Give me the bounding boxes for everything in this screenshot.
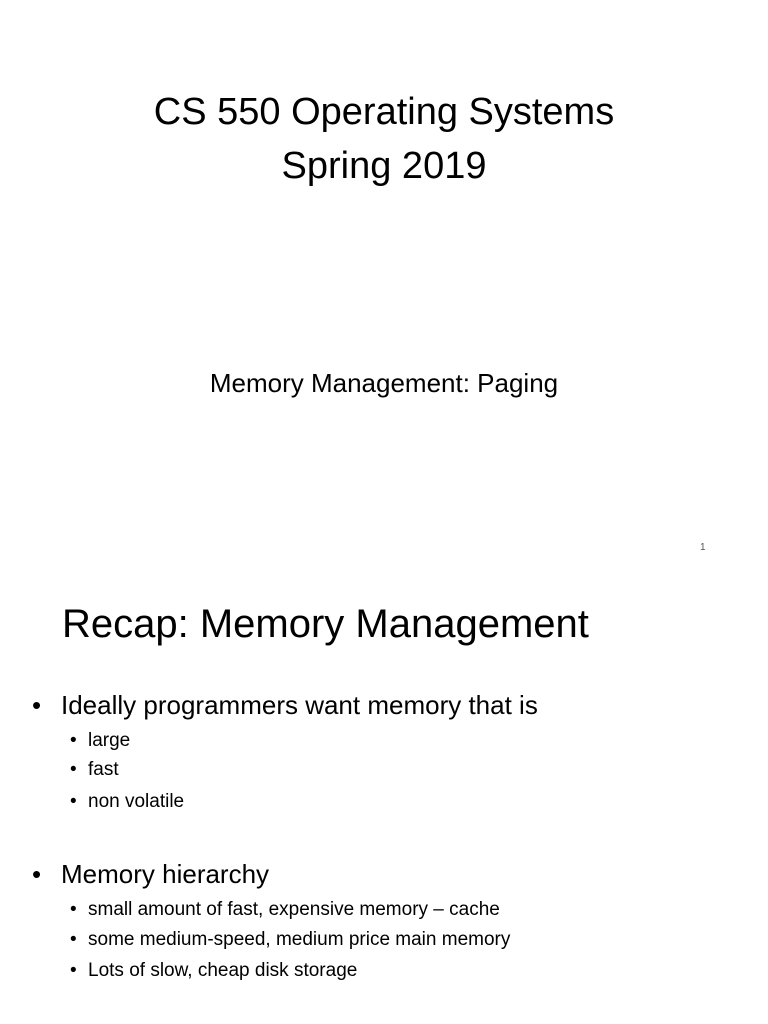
sub-bullet-item <box>70 958 357 984</box>
sub-bullet-item <box>70 897 500 923</box>
slide-subtitle: Memory Management: Paging <box>209 368 559 398</box>
sub-bullet-text: large <box>88 730 131 751</box>
sub-bullet-item <box>70 789 184 815</box>
sub-bullet-text: non volatile <box>88 791 185 812</box>
slide-title-term: Spring 2019 <box>281 145 487 187</box>
bullet-text: Ideally programmers want memory that is <box>61 690 538 720</box>
sub-bullet-item <box>70 927 510 953</box>
bullet-icon: • <box>70 929 77 950</box>
slide-title-course: CS 550 Operating Systems <box>153 91 615 133</box>
content-slide <box>0 576 768 1024</box>
slide-title: Recap: Memory Management <box>62 602 589 646</box>
sub-bullet-text: some medium-speed, medium price main memory <box>88 929 511 950</box>
page-number: 1 <box>700 542 706 553</box>
sub-bullet-item <box>70 728 130 754</box>
sub-bullet-item <box>70 757 119 783</box>
sub-bullet-text: fast <box>88 759 119 780</box>
sub-bullet-text: small amount of fast, expensive memory – cache <box>88 899 500 920</box>
bullet-icon: • <box>70 759 77 780</box>
bullet-icon: • <box>32 859 42 889</box>
bullet-icon: • <box>70 960 77 981</box>
bullet-item <box>32 857 269 891</box>
bullet-icon: • <box>70 791 77 812</box>
bullet-text: Memory hierarchy <box>61 859 270 889</box>
bullet-icon: • <box>70 730 77 751</box>
bullet-icon: • <box>70 899 77 920</box>
bullet-item <box>32 688 538 722</box>
sub-bullet-text: Lots of slow, cheap disk storage <box>88 960 358 981</box>
bullet-icon: • <box>32 690 42 720</box>
